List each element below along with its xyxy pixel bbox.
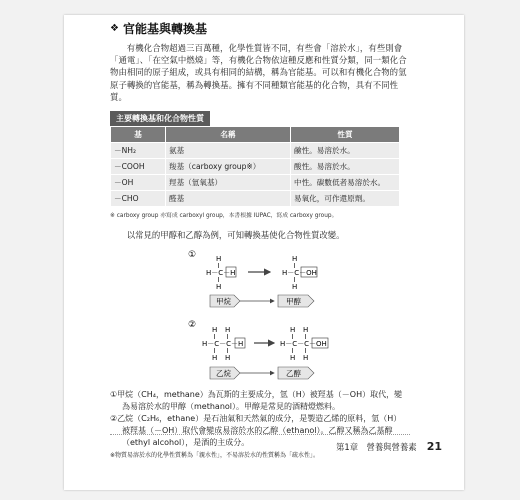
methane-structure: [206, 255, 236, 291]
table-cell: －COOH: [111, 159, 166, 175]
table-header-row: [111, 127, 400, 143]
note-hydrophilic: ※物質易溶於水的化學性質稱為「親水性」，不易溶於水的性質稱為「疏水性」。: [110, 452, 320, 460]
chapter-title: 第1章 營養與營養素: [335, 441, 417, 452]
example-number: ②: [188, 320, 197, 331]
ethanol-label-text: 乙醇: [286, 369, 301, 379]
table-cell: －OH: [111, 175, 166, 191]
table-header: 基: [111, 127, 166, 143]
table-cell: 羧基（carboxy group※）: [166, 159, 291, 175]
page-number: 21: [426, 440, 442, 453]
section-heading: [110, 20, 408, 37]
ethanol-label: [278, 367, 314, 379]
section-title: 官能基與轉換基: [122, 22, 207, 36]
example-number: ①: [188, 250, 197, 261]
ethanol-structure: [280, 326, 328, 362]
ethane-label: [210, 367, 240, 379]
methane-label: [210, 295, 240, 307]
methane-center: H－C－H: [206, 269, 236, 278]
table-cell: 醛基: [166, 191, 291, 207]
table-header: 性質: [291, 127, 400, 143]
example-lead: 以常見的甲醇和乙醇為例，可知轉換基使化合物性質改變。: [126, 230, 345, 241]
functional-group-table: [110, 126, 400, 207]
table-row: [111, 191, 400, 207]
table-cell: －NH₂: [111, 143, 166, 159]
h-atom: H: [292, 255, 298, 264]
diamond-bullet-icon: ❖: [110, 23, 119, 34]
table-title: 主要轉換基和化合物性質: [110, 111, 210, 126]
table-cell: 易氧化，可作還原劑。: [291, 191, 400, 207]
table-cell: 中性。碳數低者易溶於水。: [291, 175, 400, 191]
h-atom: H: [212, 354, 218, 363]
methanol-label-text: 甲醇: [286, 297, 301, 307]
table-footnote: ※ carboxy group 亦寫成 carboxyl group，本書根據 IUPAC，寫成 carboxy group。: [110, 213, 338, 220]
ethane-label-text: 乙烷: [216, 369, 231, 379]
h-atom: H: [290, 354, 296, 363]
h-atom: H: [212, 326, 218, 335]
structure-diagram: [110, 245, 408, 387]
ethane-structure: [202, 326, 245, 362]
table-row: [111, 159, 400, 175]
ethanol-center: H－C－C－OH: [280, 340, 327, 349]
h-atom: H: [303, 354, 309, 363]
h-atom: H: [292, 283, 298, 292]
page-content: [110, 20, 408, 462]
table-cell: 酸性。易溶於水。: [291, 159, 400, 175]
table-header: 名稱: [166, 127, 291, 143]
table-cell: －CHO: [111, 191, 166, 207]
table-cell: 羥基（氫氧基）: [166, 175, 291, 191]
ethane-center: H－C－C－H: [202, 340, 244, 349]
note-ethane: ②乙烷（C₂H₆，ethane）是石油氣和天然氣的成分，是製造乙烯的原料，氫（H）被羥基（－OH）取代會變成易溶於水的乙醇（ethanol）。乙醇又稱為乙基醇（ethyl alcohol），是酒的主成分。: [110, 414, 402, 448]
h-atom: H: [216, 255, 222, 264]
h-atom: H: [225, 326, 231, 335]
section-paragraph: 有機化合物超過三百萬種，化學性質皆不同，有些會「溶於水」，有些則會「通電」、「在空氣中燃燒」等，有機化合物依這種反應和性質分類，同一類化合物由相同的原子組成，或具有相同的結構，稱為官能基。可以和有機化合物的氫原子轉換的官能基，稱為轉換基。擁有不同種類官能基的化合物，具有不同性質。: [110, 43, 407, 102]
methanol-label: [278, 295, 314, 307]
methanol-structure: [282, 255, 317, 291]
note-methane: ①甲烷（CH₄，methane）為瓦斯的主要成分，氫（H）被羥基（－OH）取代，變為易溶於水的甲醇（methanol）。甲醇是常見的酒精燈燃料。: [110, 390, 403, 412]
footer-divider: [110, 434, 410, 435]
table-row: [111, 175, 400, 191]
methanol-center: H－C－OH: [282, 269, 317, 278]
h-atom: H: [290, 326, 296, 335]
table-cell: 鹼性。易溶於水。: [291, 143, 400, 159]
table-cell: 氨基: [166, 143, 291, 159]
page-footer: [336, 440, 442, 453]
table-row: [111, 143, 400, 159]
methane-label-text: 甲烷: [216, 297, 231, 307]
structure-diagram-svg: [110, 245, 408, 387]
h-atom: H: [225, 354, 231, 363]
h-atom: H: [303, 326, 309, 335]
h-atom: H: [216, 283, 222, 292]
